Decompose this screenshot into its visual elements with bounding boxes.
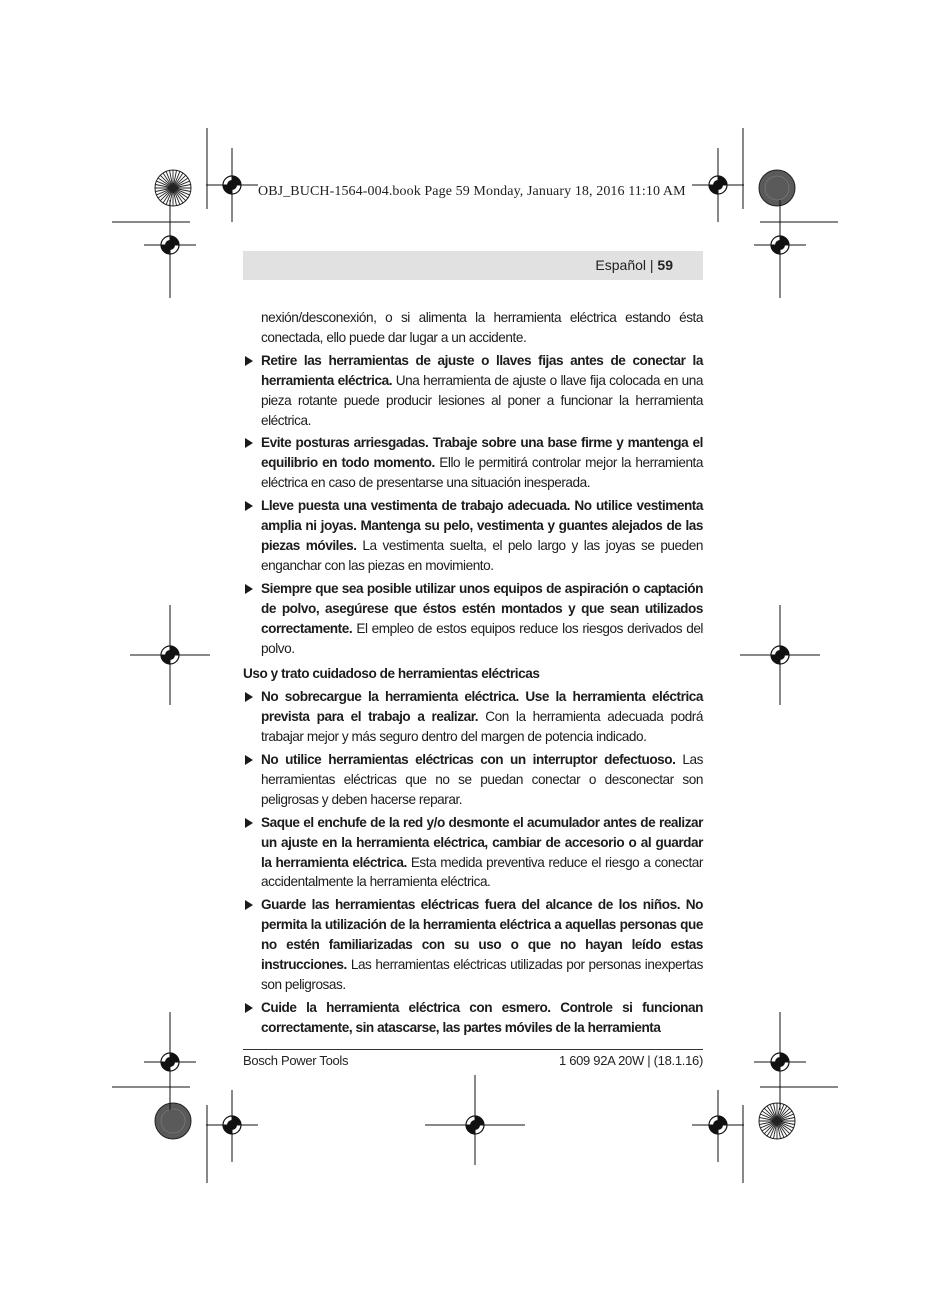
list-item-text: Ello le permitirá controlar mejor la herramienta eléctrica en caso de presentarse una situación inesperada. (261, 455, 703, 491)
footer-brand: Bosch Power Tools (243, 1053, 349, 1068)
list-item (243, 433, 703, 493)
list-item-bold: Retire las herramientas de ajuste o llaves fijas antes de conectar la herramienta eléctrica. (261, 352, 703, 388)
page-header (243, 251, 703, 280)
triangle-bullet-icon (245, 1003, 253, 1013)
triangle-bullet-icon (245, 900, 253, 910)
section-heading: Uso y trato cuidadoso de herramientas eléctricas (243, 666, 540, 682)
list-item (243, 750, 703, 810)
list-item-bold: No sobrecargue la herramienta eléctrica. Use la herramienta eléctrica prevista para el trabajo a realizar. (261, 689, 703, 725)
list-item-bold: Guarde las herramientas eléctricas fuera del alcance de los niños. No permita la utilización de la herramienta eléctrica a aquellas personas que no estén familiarizadas con su uso o que no hayan leído estas instrucciones. (261, 897, 703, 973)
intro-paragraph: nexión/desconexión, o si alimenta la herramienta eléctrica estando ésta conectada, ello puede dar lugar a un accidente. (261, 310, 703, 345)
page-header-text (595, 257, 673, 273)
list-item (243, 895, 703, 995)
triangle-bullet-icon (245, 501, 253, 511)
triangle-bullet-icon (245, 584, 253, 594)
list-item-bold: Siempre que sea posible utilizar unos equipos de aspiración o captación de polvo, asegúrese que éstos estén montados y que sean utilizados correctamente. (261, 580, 703, 636)
triangle-bullet-icon (245, 692, 253, 702)
footer-doc-code: 1 609 92A 20W | (18.1.16) (558, 1053, 703, 1068)
list-item-text: Una herramienta de ajuste o llave fija colocada en una pieza rotante puede producir lesiones al poner a funcionar la herramienta eléctrica. (261, 372, 703, 428)
list-item-text: Las herramientas eléctricas que no se puedan conectar o desconectar son peligrosas y deben hacerse reparar. (261, 752, 703, 807)
list-item (243, 496, 703, 576)
triangle-bullet-icon (245, 755, 253, 765)
list-item-text: Esta medida preventiva reduce el riesgo a conectar accidentalmente la herramienta eléctrica. (261, 854, 703, 890)
list-item (243, 813, 703, 893)
list-item-bold: Saque el enchufe de la red y/o desmonte el acumulador antes de realizar un ajuste en la herramienta eléctrica, cambiar de accesorio o al guardar la herramienta eléctrica. (261, 814, 703, 870)
list-item-text: Con la herramienta adecuada podrá trabajar mejor y más seguro dentro del margen de potencia indicado. (261, 709, 703, 745)
list-item (243, 351, 703, 431)
list-item-bold: Evite posturas arriesgadas. Trabaje sobre una base firme y mantenga el equilibrio en todo momento. (261, 435, 703, 471)
list-item (243, 579, 703, 659)
print-slug-text: OBJ_BUCH-1564-004.book Page 59 Monday, January 18, 2016 11:10 AM (258, 184, 686, 199)
triangle-bullet-icon (245, 356, 253, 366)
header-language: Español (595, 257, 646, 273)
list-item (243, 687, 703, 747)
list-item-bold: No utilice herramientas eléctricas con un interruptor defectuoso. (261, 752, 676, 768)
list-item-bold: Cuide la herramienta eléctrica con esmero. Controle si funcionan correctamente, sin atascarse, las partes móviles de la herramienta (261, 999, 703, 1035)
list-item-text: El empleo de estos equipos reduce los riesgos derivados del polvo. (261, 620, 703, 656)
list-item (243, 998, 703, 1038)
list-item-text: Las herramientas eléctricas utilizadas por personas inexpertas son peligrosas. (261, 957, 703, 992)
body-text (243, 308, 703, 1038)
list-item-text: La vestimenta suelta, el pelo largo y las joyas se pueden enganchar con las piezas en movimiento. (261, 537, 703, 573)
triangle-bullet-icon (245, 438, 253, 448)
header-separator: | (649, 257, 654, 273)
page-number: 59 (657, 257, 673, 273)
list-item-bold: Lleve puesta una vestimenta de trabajo adecuada. No utilice vestimenta amplia ni joyas. Mantenga su pelo, vestimenta y guantes alejados de las piezas móviles. (261, 498, 703, 553)
triangle-bullet-icon (245, 818, 253, 828)
footer-divider (243, 1049, 703, 1050)
